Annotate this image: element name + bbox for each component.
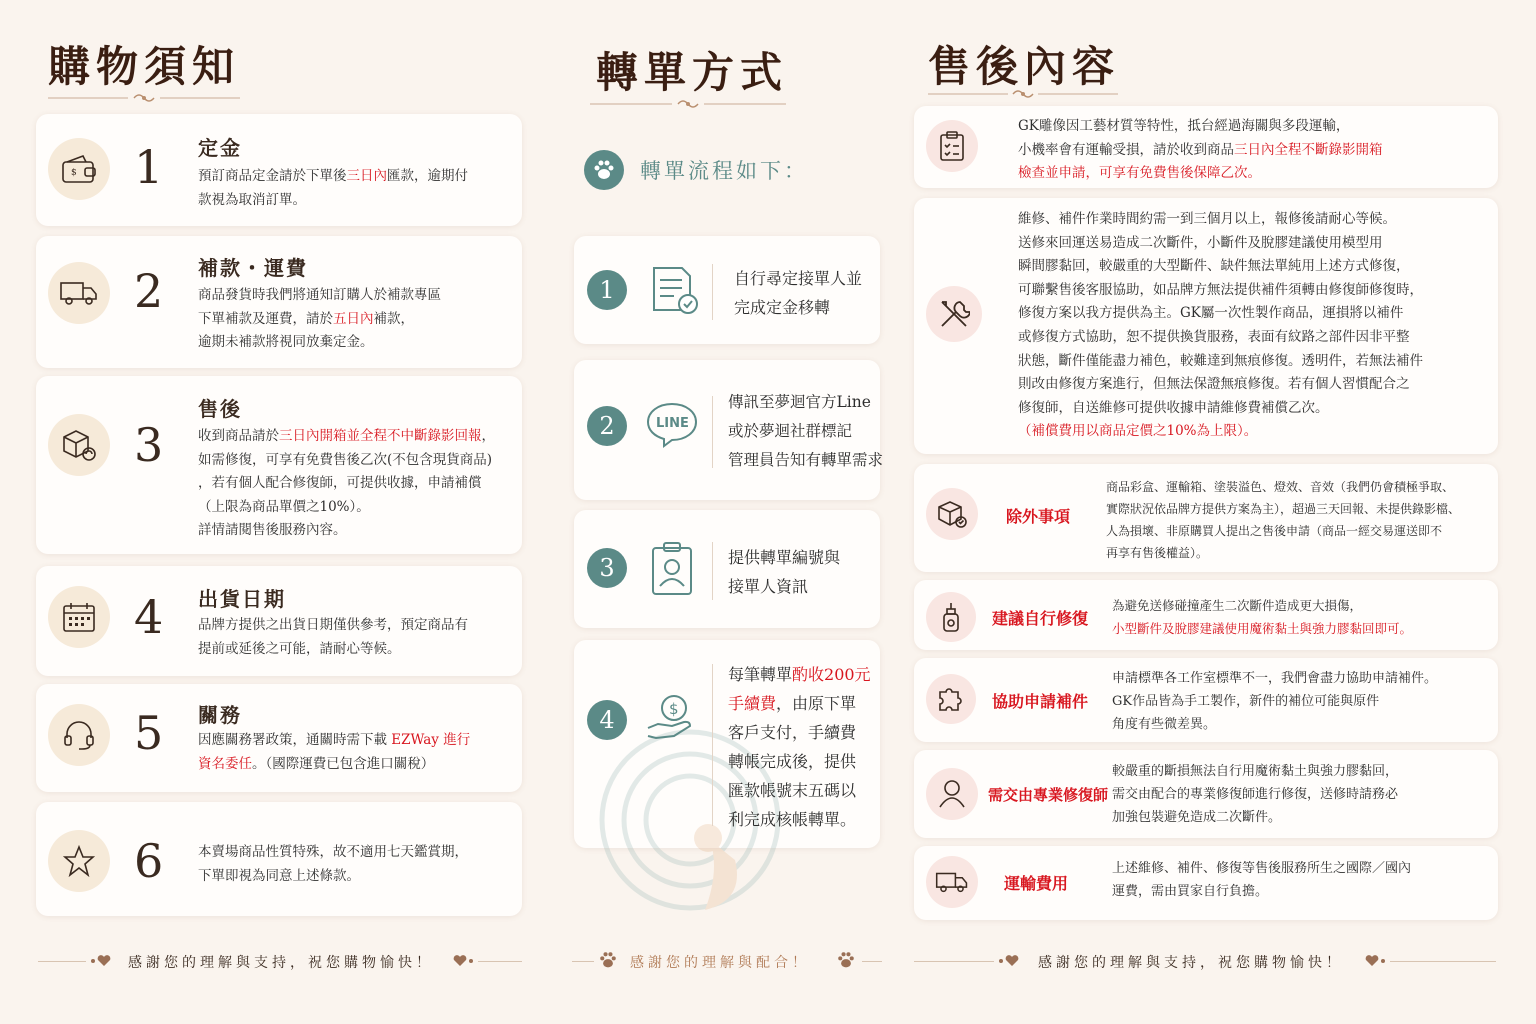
- text-line: [198, 308, 441, 332]
- body-text: 管理員告知有轉單需求: [728, 451, 884, 469]
- body-text: 逾期未補款將視同放棄定金。: [198, 334, 374, 350]
- heart-icon: [998, 954, 1022, 968]
- body-text: 商品彩盒、運輸箱、塗裝溢色、燈效、音效（我們仍會積極爭取、: [1106, 480, 1455, 494]
- body-text: 客戶支付，手續費: [728, 723, 857, 742]
- title-ornament-left: [48, 90, 240, 106]
- step-divider: [712, 542, 713, 600]
- body-text: GK作品皆為手工製作，新件的補位可能與原件: [1112, 694, 1380, 709]
- card-title: 補款・運費: [198, 256, 308, 280]
- card-body: [198, 165, 468, 212]
- clipboard-check-icon: [926, 120, 978, 172]
- text-line: [198, 841, 468, 865]
- card-number: 1: [134, 140, 164, 194]
- text-line: [1018, 302, 1423, 326]
- step-text: [728, 543, 840, 601]
- body-text: 提供轉單編號與: [728, 548, 841, 567]
- item-text: [1112, 760, 1398, 829]
- body-text: 再享有售後權益）。: [1106, 546, 1209, 560]
- body-text: 上述維修、補件、修復等售後服務所生之國際／國內: [1112, 861, 1412, 876]
- heart-icon: [450, 954, 474, 968]
- body-text: 收到商品請於: [198, 428, 279, 444]
- svg-text:$: $: [669, 700, 679, 718]
- text-line: [1112, 617, 1412, 640]
- box-check-icon: [926, 488, 978, 540]
- text-line: [1106, 542, 1460, 564]
- heart-icon: [1362, 954, 1386, 968]
- step-divider: [712, 664, 713, 826]
- body-text: ，: [481, 428, 495, 444]
- highlight-text: 檢查並申請，可享有免費售後保障乙次。: [1018, 165, 1261, 182]
- puzzle-icon: [926, 674, 976, 724]
- body-text: 人為損壞、非原購買人提出之售後申請（商品一經交易運送即不: [1106, 524, 1443, 538]
- body-text: 補款，: [373, 310, 414, 327]
- body-text: 加強包裝避免造成二次斷件。: [1112, 810, 1282, 825]
- body-text: 商品發貨時我們將通知訂購人於補款專區: [198, 287, 441, 303]
- item-label: 協助申請補件: [992, 692, 1089, 711]
- text-line: [198, 425, 495, 449]
- footer-line: [914, 961, 994, 962]
- right-title: 售後內容: [928, 42, 1121, 91]
- heart-icon: [90, 954, 114, 968]
- text-line: [1112, 760, 1398, 783]
- document-check-icon: [648, 264, 702, 318]
- text-line: [1112, 806, 1398, 829]
- body-text: 自行尋定接單人並: [734, 269, 863, 288]
- text-line: [1018, 255, 1423, 279]
- text-line: [728, 572, 840, 601]
- step-divider: [712, 396, 713, 468]
- text-line: [1018, 420, 1423, 444]
- body-text: 送修來回運送易造成二次斷件，小斷件及脫膠建議使用模型用: [1018, 234, 1383, 251]
- body-text: 則改由修復方案進行，但無法保證無痕修復。若有個人習慣配合之: [1018, 376, 1410, 393]
- flow-label: 轉單流程如下：: [640, 159, 808, 183]
- step-number: 4: [587, 700, 627, 740]
- glue-bottle-icon: [926, 592, 976, 642]
- text-line: [1112, 690, 1437, 713]
- body-text: 需交由配合的專業修復師進行修復，送修時請務必: [1112, 787, 1399, 802]
- text-line: [1112, 783, 1398, 806]
- highlight-text: EZWay 進行: [391, 732, 471, 748]
- text-line: [734, 264, 862, 293]
- card-title: 出貨日期: [198, 587, 286, 611]
- body-text: 每筆轉單: [728, 665, 793, 684]
- text-line: [1112, 667, 1437, 690]
- text-line: [728, 417, 883, 446]
- title-ornament-middle: [590, 96, 786, 112]
- svg-text:$: $: [71, 168, 77, 178]
- item-label: 建議自行修復: [992, 609, 1089, 628]
- card-body: [198, 729, 470, 776]
- body-text: 因應關務署政策，通關時需下載: [198, 732, 392, 748]
- body-text: GK雕像因工藝材質等特性，抵台經過海關與多段運輸，: [1018, 118, 1350, 134]
- body-text: 本賣場商品性質特殊，故不適用七天鑑賞期，: [198, 844, 468, 860]
- step-text: [734, 264, 862, 322]
- card-number: 5: [134, 706, 164, 760]
- body-text: 轉帳完成後，提供: [728, 752, 857, 771]
- card-title: 售後: [198, 397, 242, 421]
- footer-line: [38, 961, 86, 962]
- star-icon: [48, 830, 110, 892]
- tools-icon: [926, 286, 982, 342]
- text-line: [728, 388, 883, 417]
- text-line: [198, 449, 495, 473]
- text-line: [728, 660, 871, 689]
- text-line: [198, 638, 468, 662]
- body-text: 修復師，自送維修可提供收據申請維修費補償乙次。: [1018, 399, 1329, 416]
- body-text: 實際狀況依品牌方提供方案為主），超過三天回報、未提供錄影檔、: [1106, 502, 1461, 516]
- item-label: 運輸費用: [1004, 874, 1069, 893]
- card-body: [198, 841, 468, 888]
- text-line: [1112, 857, 1411, 880]
- calendar-icon: [48, 586, 110, 648]
- repair-text: [1018, 208, 1423, 444]
- text-line: [1018, 326, 1423, 350]
- step-number: 2: [587, 406, 627, 446]
- paw-icon: [584, 150, 624, 190]
- highlight-text: 手續費: [728, 694, 777, 713]
- body-text: 修復方案以我方提供為主。GK屬一次性製作商品，運損將以補件: [1018, 305, 1404, 322]
- step-number: 1: [587, 270, 627, 310]
- body-text: ，若有個人配合修復師，可提供收據，申請補償: [198, 475, 482, 491]
- card-title: 關務: [198, 703, 242, 727]
- person-icon: [926, 768, 978, 820]
- highlight-text: 三日內開箱並全程不中斷錄影回報: [279, 428, 482, 444]
- body-text: 維修、補件作業時間約需一到三個月以上，報修後請耐心等候。: [1018, 211, 1396, 227]
- step-text: [728, 388, 883, 475]
- body-text: 可聯繫售後客服協助，如品牌方無法提供補件須轉由修復師修復時，: [1018, 281, 1423, 298]
- highlight-text: 五日內: [333, 310, 374, 327]
- text-line: [198, 496, 495, 520]
- text-line: [1018, 208, 1423, 232]
- body-text: （上限為商品單價之10%）。: [198, 498, 370, 515]
- middle-footer: 感謝您的理解與配合！: [630, 955, 810, 971]
- text-line: [1018, 373, 1423, 397]
- text-line: [728, 543, 840, 572]
- truck-icon: [926, 856, 978, 908]
- body-text: 品牌方提供之出貨日期僅供參考，預定商品有: [198, 617, 468, 633]
- card-number: 6: [134, 834, 164, 888]
- text-line: [1106, 498, 1460, 520]
- step-text: [728, 660, 871, 834]
- body-text: ，由原下單: [776, 694, 857, 713]
- paw-icon: [598, 951, 618, 969]
- wallet-icon: [48, 138, 110, 200]
- left-title: 購物須知: [48, 42, 241, 91]
- text-line: [728, 446, 883, 475]
- text-line: [734, 293, 862, 322]
- body-text: 。（國際運費已包含進口關稅）: [252, 755, 435, 772]
- body-text: 狀態，斷件僅能盡力補色，較難達到無痕修復。透明件，若無法補件: [1018, 352, 1423, 369]
- highlight-text: 酌收200元: [792, 665, 871, 684]
- text-line: [1018, 162, 1383, 186]
- text-line: [198, 189, 468, 213]
- item-label: 除外事項: [1006, 507, 1071, 526]
- footer-line: [1390, 961, 1496, 962]
- card-number: 2: [134, 264, 164, 318]
- body-text: 利完成核帳轉單。: [728, 810, 857, 829]
- text-line: [1112, 594, 1412, 617]
- intro-text: [1018, 115, 1383, 186]
- card-body: [198, 425, 495, 543]
- highlight-text: 小型斷件及脫膠建議使用魔術黏土與強力膠黏回即可。: [1112, 621, 1413, 636]
- highlight-text: 三日內: [346, 168, 387, 184]
- step-divider: [712, 264, 713, 320]
- text-line: [198, 519, 495, 543]
- body-text: 接單人資訊: [728, 577, 809, 596]
- item-text: [1112, 667, 1437, 736]
- body-text: 或於夢迴社群標記: [728, 422, 853, 440]
- text-line: [198, 284, 441, 308]
- body-text: 如需修復，可享有免費售後乙次(不包含現貨商品): [198, 451, 493, 468]
- body-text: 匯款帳號末五碼以: [728, 781, 857, 800]
- footer-line: [572, 961, 594, 962]
- card-number: 3: [134, 418, 164, 472]
- text-line: [728, 805, 871, 834]
- body-text: 或修復方式協助，恕不提供換貨服務，表面有紋路之部件因非平整: [1018, 328, 1410, 345]
- footer-line: [862, 961, 882, 962]
- highlight-text: 三日內全程不斷錄影開箱: [1234, 141, 1383, 158]
- text-line: [1112, 713, 1437, 736]
- text-line: [728, 776, 871, 805]
- hand-coin-icon: [644, 692, 698, 744]
- text-line: [728, 689, 871, 718]
- truck-icon: [48, 262, 110, 324]
- body-text: 為避免送修碰撞產生二次斷件造成更大損傷，: [1112, 598, 1363, 613]
- body-text: 下單即視為同意上述條款。: [198, 867, 360, 884]
- card-body: [198, 614, 468, 661]
- body-text: 下單補款及運費，請於: [198, 310, 333, 327]
- text-line: [728, 718, 871, 747]
- text-line: [198, 331, 441, 355]
- item-text: [1112, 857, 1411, 903]
- text-line: [1106, 476, 1460, 498]
- body-text: 匯款，逾期付: [387, 168, 468, 184]
- text-line: [198, 614, 468, 638]
- right-footer: 感謝您的理解與支持，祝您購物愉快！: [1038, 955, 1344, 971]
- card-body: [198, 284, 441, 355]
- body-text: 小機率會有運輸受損，請於收到商品: [1018, 141, 1234, 158]
- step-number: 3: [587, 548, 627, 588]
- body-text: 瞬間膠黏回，較嚴重的大型斷件、缺件無法單純用上述方式修復，: [1018, 258, 1410, 275]
- body-text: 完成定金移轉: [734, 298, 831, 317]
- line-chat-icon: [644, 400, 700, 450]
- text-line: [1018, 139, 1383, 163]
- box-refresh-icon: [48, 414, 110, 476]
- item-text: [1112, 594, 1412, 640]
- body-text: 款視為取消訂單。: [198, 191, 306, 208]
- text-line: [1018, 232, 1423, 256]
- text-line: [198, 753, 470, 777]
- body-text: 傳訊至夢迴官方Line: [728, 393, 871, 411]
- body-text: 預訂商品定金請於下單後: [198, 168, 347, 184]
- title-ornament-right: [928, 86, 1118, 102]
- id-badge-icon: [650, 540, 694, 596]
- footer-line: [478, 961, 522, 962]
- body-text: 申請標準各工作室標準不一，我們會盡力協助申請補件。: [1112, 671, 1438, 686]
- highlight-text: 資名委任: [198, 755, 252, 772]
- body-text: 運費，需由買家自行負擔。: [1112, 884, 1269, 899]
- text-line: [1112, 880, 1411, 903]
- body-text: 角度有些微差異。: [1112, 717, 1217, 732]
- text-line: [1018, 115, 1383, 139]
- text-line: [198, 472, 495, 496]
- body-text: 較嚴重的斷損無法自行用魔術黏土與強力膠黏回，: [1112, 764, 1399, 779]
- item-text: [1106, 476, 1460, 564]
- text-line: [198, 865, 468, 889]
- body-text: 提前或延後之可能，請耐心等候。: [198, 640, 401, 657]
- text-line: [1018, 279, 1423, 303]
- text-line: [1018, 350, 1423, 374]
- headset-icon: [48, 704, 110, 766]
- card-number: 4: [134, 590, 164, 644]
- text-line: [198, 165, 468, 189]
- left-footer: 感謝您的理解與支持，祝您購物愉快！: [128, 955, 434, 971]
- svg-text:LINE: LINE: [656, 416, 689, 431]
- paw-icon: [836, 951, 856, 969]
- text-line: [1018, 397, 1423, 421]
- middle-title: 轉單方式: [596, 48, 789, 97]
- text-line: [1106, 520, 1460, 542]
- text-line: [728, 747, 871, 776]
- text-line: [198, 729, 470, 753]
- item-label: 需交由專業修復師: [988, 786, 1109, 804]
- highlight-text: （補償費用以商品定價之10%為上限）。: [1018, 423, 1258, 440]
- body-text: 詳情請閱售後服務內容。: [198, 522, 347, 538]
- card-title: 定金: [198, 136, 242, 160]
